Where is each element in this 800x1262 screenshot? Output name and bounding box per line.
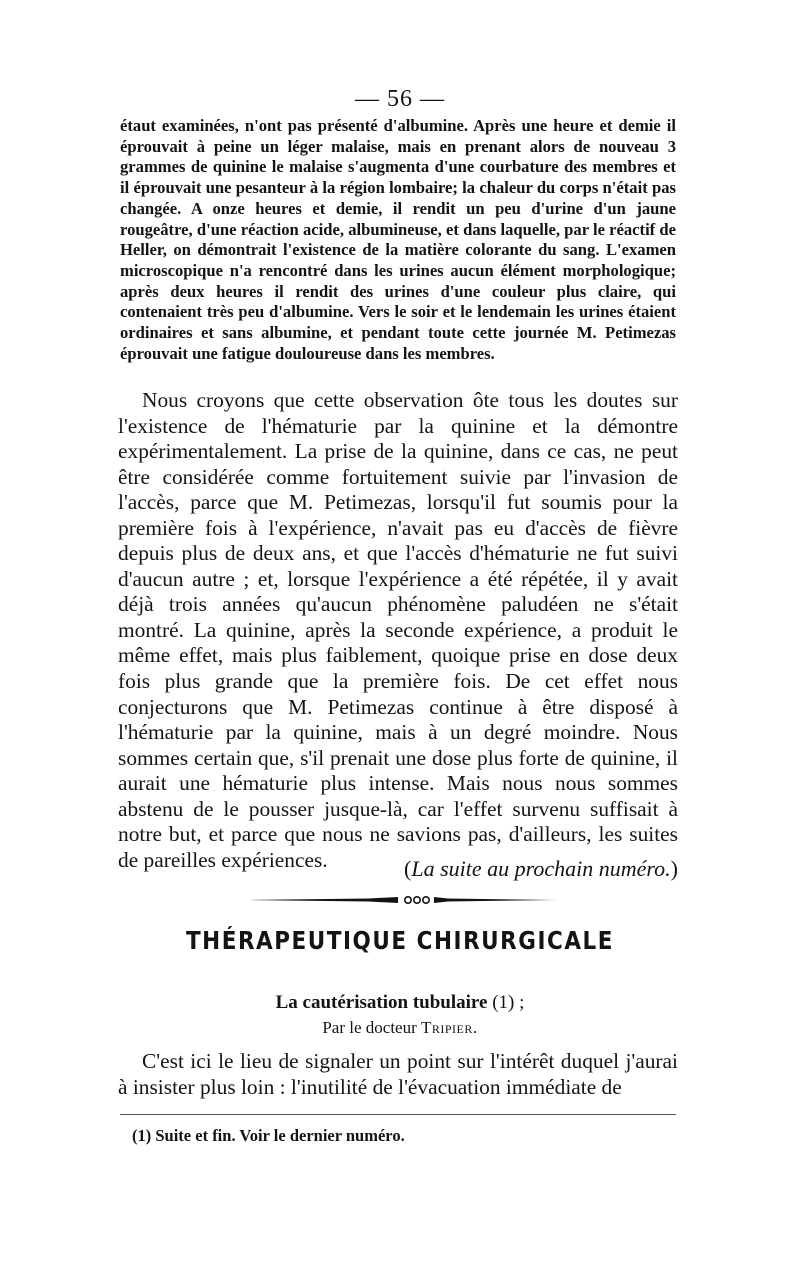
ornamental-divider bbox=[248, 893, 556, 907]
intro-paragraph: étaut examinées, n'ont pas présenté d'albumine. Après une heure et demie il éprouvait à peine un léger malaise, mais en prenant alors de nouveau 3 grammes de quinine le malaise s'augmenta d'une courbature des membres et il éprouvait une pesanteur à la région lombaire; la chaleur du corps n'était pas changée. A onze heures et demie, il rendit un peu d'urine d'un jaune rougeâtre, d'une réaction acide, albumineuse, et dans laquelle, par le réactif de Heller, on démontrait l'existence de la matière colorante du sang. L'examen microscopique n'a rencontré dans les urines aucun élément morphologique; après deux heures il rendit des urines d'une couleur plus claire, qui contenaient très peu d'albumine. Vers le soir et le lendemain les urines étaient ordinaires et sans albumine, et pendant toute cette journée M. Petimezas éprouvait une fatigue douloureuse dans les membres. bbox=[120, 116, 676, 363]
article-title-line bbox=[0, 992, 800, 1014]
main-paragraph-block bbox=[118, 388, 678, 873]
byline-prefix: Par le docteur bbox=[322, 1018, 421, 1037]
continued-note bbox=[404, 856, 678, 882]
continued-note-text: La suite au prochain numéro. bbox=[411, 856, 671, 881]
continued-close-paren: ) bbox=[670, 856, 678, 881]
footnote: (1) Suite et fin. Voir le dernier numéro. bbox=[132, 1126, 405, 1145]
article-footnote-ref: (1) ; bbox=[487, 992, 525, 1013]
page-number: — 56 — bbox=[355, 86, 445, 112]
author-name: Tripier. bbox=[421, 1018, 478, 1037]
article-body-block bbox=[118, 1048, 678, 1100]
article-title: La cautérisation tubulaire bbox=[275, 992, 488, 1013]
footnote-divider bbox=[120, 1114, 676, 1115]
intro-paragraph-block bbox=[120, 116, 676, 364]
main-paragraph: Nous croyons que cette observation ôte tous les doutes sur l'existence de l'hématurie par la quinine et la démontre expérimentalement. La prise de la quinine, dans ce cas, ne peut être considérée comme fortuitement suivie par l'invasion de l'accès, parce que M. Petimezas, lorsqu'il fut soumis pour la première fois à l'expérience, n'avait pas eu d'accès de fièvre depuis plus de deux ans, et que l'accès d'hématurie ne fut suivi d'aucun autre ; et, lorsque l'expérience a été répétée, il y avait déjà trois années qu'aucun phénomène paludéen ne s'était montré. La quinine, après la seconde expérience, a produit le même effet, mais plus faiblement, quoique prise en dose deux fois plus grande que la première fois. De cet effet nous conjecturons que M. Petimezas continue à être disposé à l'hématurie par la quinine, mais à un degré moindre. Nous sommes certain que, s'il prenait une dose plus forte de quinine, il aurait une hématurie plus intense. Mais nous nous sommes abstenu de le pousser jusque-là, car l'effet survenu suffisait à notre but, et parce que nous ne savions pas, d'ailleurs, les suites de pareilles expériences. bbox=[118, 388, 678, 872]
article-byline bbox=[0, 1018, 800, 1038]
continued-open-paren: ( bbox=[404, 856, 412, 881]
section-title: THÉRAPEUTIQUE CHIRURGICALE bbox=[185, 926, 615, 955]
article-body: C'est ici le lieu de signaler un point sur l'intérêt duquel j'aurai à insister plus loin : l'inutilité de l'évacuation immédiate de bbox=[118, 1049, 678, 1099]
